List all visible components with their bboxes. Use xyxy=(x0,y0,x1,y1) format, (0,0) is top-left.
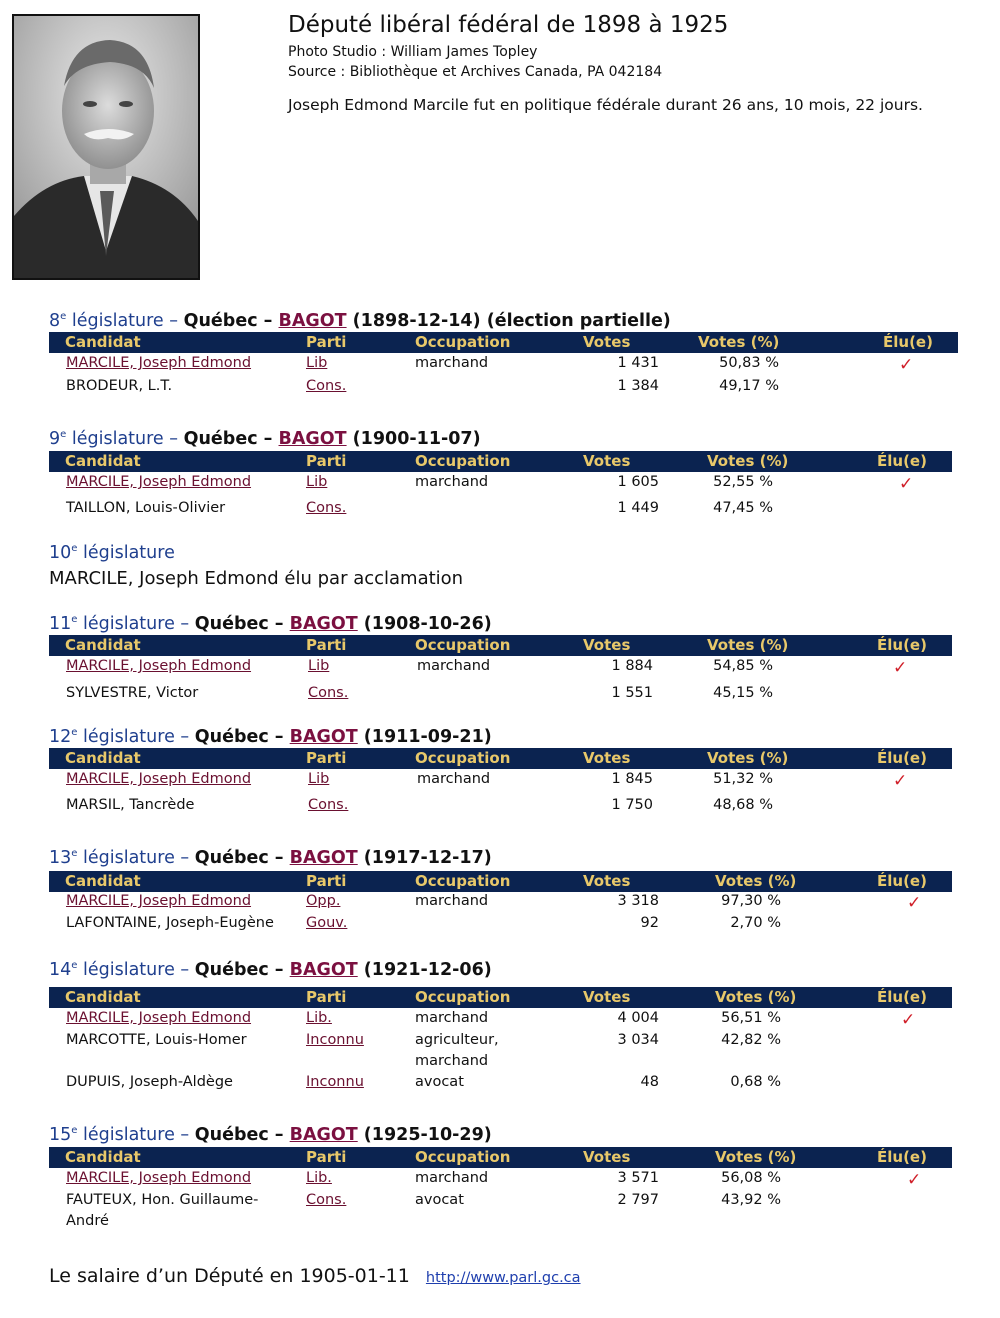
header-votes: Votes xyxy=(583,749,631,767)
table-row xyxy=(49,1032,959,1052)
candidate-name[interactable]: MARCILE, Joseph Edmond xyxy=(66,1010,252,1026)
ordinal-suffix: e xyxy=(71,960,78,972)
table-row xyxy=(49,1192,959,1212)
legislature-number: 13 xyxy=(49,848,72,868)
header-elu: Élu(e) xyxy=(883,333,933,351)
party-link[interactable]: Cons. xyxy=(306,378,347,394)
party-link[interactable]: Cons. xyxy=(308,797,349,813)
votes-pct: 48,68 % xyxy=(713,797,773,813)
candidate-name: MARCOTTE, Louis-Homer xyxy=(66,1032,247,1048)
header-votes-pct: Votes (%) xyxy=(707,452,789,470)
votes: 1 845 xyxy=(611,771,653,787)
table-row xyxy=(49,685,959,705)
election-date: (1908-10-26) xyxy=(357,614,492,634)
legislature-label: législature xyxy=(77,543,175,563)
legislature-title xyxy=(49,614,492,634)
party-link[interactable]: Lib. xyxy=(306,1010,332,1026)
legislature-label: législature xyxy=(77,614,175,634)
header-occupation: Occupation xyxy=(415,749,511,767)
table-row xyxy=(49,771,959,791)
legislature-label: législature xyxy=(66,311,164,331)
elected-check-icon: ✓ xyxy=(901,1010,916,1030)
header-occupation: Occupation xyxy=(415,988,511,1006)
votes-pct: 54,85 % xyxy=(713,658,773,674)
dash: – xyxy=(268,1125,290,1145)
legislature-number: 9 xyxy=(49,429,61,449)
votes: 1 605 xyxy=(617,474,659,490)
table-header xyxy=(49,451,952,472)
portrait-image xyxy=(14,16,198,278)
dash: – xyxy=(174,848,195,868)
province: Québec xyxy=(183,311,258,331)
dash: – xyxy=(268,848,290,868)
footer xyxy=(49,1265,581,1287)
candidate-name: SYLVESTRE, Victor xyxy=(66,685,199,701)
province: Québec xyxy=(194,848,269,868)
votes-pct: 43,92 % xyxy=(721,1192,781,1208)
province: Québec xyxy=(194,1125,269,1145)
occupation: marchand xyxy=(415,1170,489,1186)
header-parti: Parti xyxy=(306,333,347,351)
occupation: marchand xyxy=(417,658,491,674)
elected-check-icon: ✓ xyxy=(893,658,908,678)
header-occupation: Occupation xyxy=(415,872,511,890)
province: Québec xyxy=(194,614,269,634)
party-link[interactable]: Inconnu xyxy=(306,1032,364,1048)
table-header xyxy=(49,871,952,892)
ordinal-suffix: e xyxy=(71,543,78,555)
votes: 4 004 xyxy=(617,1010,659,1026)
dash: – xyxy=(174,960,195,980)
header-occupation: Occupation xyxy=(415,636,511,654)
header-parti: Parti xyxy=(306,1148,347,1166)
dash: – xyxy=(174,727,195,747)
votes: 92 xyxy=(640,915,659,931)
riding-link[interactable]: BAGOT xyxy=(289,960,358,980)
riding-link[interactable]: BAGOT xyxy=(289,1125,358,1145)
header-candidat: Candidat xyxy=(65,872,141,890)
header-occupation: Occupation xyxy=(415,1148,511,1166)
votes: 1 449 xyxy=(617,500,659,516)
header-candidat: Candidat xyxy=(65,636,141,654)
legislature-number: 12 xyxy=(49,727,72,747)
table-row xyxy=(49,1074,959,1094)
legislature-title xyxy=(49,848,492,868)
riding-link[interactable]: BAGOT xyxy=(278,311,347,331)
ordinal-suffix: e xyxy=(71,1125,78,1137)
legislature-title xyxy=(49,1125,492,1145)
candidate-name[interactable]: MARCILE, Joseph Edmond xyxy=(66,893,252,909)
dash: – xyxy=(163,311,184,331)
ordinal-suffix: e xyxy=(71,848,78,860)
table-row xyxy=(49,893,959,913)
votes-pct: 49,17 % xyxy=(719,378,779,394)
candidate-name: TAILLON, Louis-Olivier xyxy=(66,500,226,516)
occupation: marchand xyxy=(415,355,489,371)
career-summary: Joseph Edmond Marcile fut en politique fédérale durant 26 ans, 10 mois, 22 jours. xyxy=(288,96,923,114)
ordinal-suffix: e xyxy=(60,429,67,441)
header-votes: Votes xyxy=(583,872,631,890)
header-votes-pct: Votes (%) xyxy=(707,749,789,767)
ordinal-suffix: e xyxy=(60,311,67,323)
votes: 3 318 xyxy=(617,893,659,909)
votes: 1 884 xyxy=(611,658,653,674)
table-row xyxy=(49,1010,959,1030)
header-candidat: Candidat xyxy=(65,988,141,1006)
legislature-title xyxy=(49,311,671,331)
votes: 48 xyxy=(640,1074,659,1090)
occupation: marchand xyxy=(415,1053,489,1069)
header-elu: Élu(e) xyxy=(877,452,927,470)
party-link[interactable]: Lib xyxy=(306,355,328,371)
photo-source: Source : Bibliothèque et Archives Canada, PA 042184 xyxy=(288,64,663,80)
dash: – xyxy=(257,311,279,331)
legislature-label: législature xyxy=(66,429,164,449)
party-link[interactable]: Cons. xyxy=(306,1192,347,1208)
salary-text: Le salaire d’un Député en 1905-01-11 xyxy=(49,1265,410,1287)
header-parti: Parti xyxy=(306,872,347,890)
header-occupation: Occupation xyxy=(415,452,511,470)
header-elu: Élu(e) xyxy=(877,1148,927,1166)
table-header xyxy=(49,635,952,656)
candidate-name: André xyxy=(66,1213,109,1229)
occupation: avocat xyxy=(415,1192,464,1208)
legislature-number: 15 xyxy=(49,1125,72,1145)
page-title: Député libéral fédéral de 1898 à 1925 xyxy=(288,12,729,38)
votes-pct: 50,83 % xyxy=(719,355,779,371)
header-candidat: Candidat xyxy=(65,1148,141,1166)
province: Québec xyxy=(194,727,269,747)
header-candidat: Candidat xyxy=(65,749,141,767)
header-parti: Parti xyxy=(306,749,347,767)
header-votes: Votes xyxy=(583,452,631,470)
candidate-name: MARSIL, Tancrède xyxy=(66,797,195,813)
legislature-number: 11 xyxy=(49,614,72,634)
ordinal-suffix: e xyxy=(71,727,78,739)
occupation: avocat xyxy=(415,1074,464,1090)
header-votes-pct: Votes (%) xyxy=(698,333,780,351)
candidate-name: FAUTEUX, Hon. Guillaume- xyxy=(66,1192,259,1208)
photo-credit: Photo Studio : William James Topley xyxy=(288,44,538,60)
votes-pct: 51,32 % xyxy=(713,771,773,787)
votes: 1 384 xyxy=(617,378,659,394)
votes: 1 551 xyxy=(611,685,653,701)
votes: 1 750 xyxy=(611,797,653,813)
dash: – xyxy=(268,614,290,634)
table-row xyxy=(49,1170,959,1190)
dash: – xyxy=(174,614,195,634)
table-row xyxy=(49,658,959,678)
header-votes-pct: Votes (%) xyxy=(715,872,797,890)
votes-pct: 97,30 % xyxy=(721,893,781,909)
table-header xyxy=(49,1147,952,1168)
elected-check-icon: ✓ xyxy=(907,1170,922,1190)
legislature-number: 14 xyxy=(49,960,72,980)
header-votes: Votes xyxy=(583,333,631,351)
header-candidat: Candidat xyxy=(65,333,141,351)
party-link[interactable]: Cons. xyxy=(306,500,347,516)
riding-link[interactable]: BAGOT xyxy=(289,848,358,868)
table-row xyxy=(49,474,959,494)
votes-pct: 2,70 % xyxy=(730,915,781,931)
election-date: (1921-12-06) xyxy=(357,960,492,980)
candidate-name[interactable]: MARCILE, Joseph Edmond xyxy=(66,658,252,674)
legislature-title xyxy=(49,429,481,449)
dash: – xyxy=(174,1125,195,1145)
elected-check-icon: ✓ xyxy=(899,474,914,494)
legislature-label: législature xyxy=(77,960,175,980)
dash: – xyxy=(268,727,290,747)
candidate-name[interactable]: MARCILE, Joseph Edmond xyxy=(66,355,252,371)
dash: – xyxy=(163,429,184,449)
header-occupation: Occupation xyxy=(415,333,511,351)
table-row xyxy=(49,915,959,935)
votes: 3 034 xyxy=(617,1032,659,1048)
candidate-name: LAFONTAINE, Joseph-Eugène xyxy=(66,915,274,931)
legislature-label: législature xyxy=(77,727,175,747)
province: Québec xyxy=(194,960,269,980)
candidate-name[interactable]: MARCILE, Joseph Edmond xyxy=(66,1170,252,1186)
table-header xyxy=(49,332,958,353)
occupation: marchand xyxy=(417,771,491,787)
header-elu: Élu(e) xyxy=(877,872,927,890)
elected-check-icon: ✓ xyxy=(893,771,908,791)
header-votes: Votes xyxy=(583,988,631,1006)
party-link[interactable]: Cons. xyxy=(308,685,349,701)
acclamation-text: MARCILE, Joseph Edmond élu par acclamation xyxy=(49,568,464,589)
parl-link[interactable]: http://www.parl.gc.ca xyxy=(425,1270,581,1286)
election-date: (1917-12-17) xyxy=(357,848,492,868)
occupation: marchand xyxy=(415,893,489,909)
table-row xyxy=(49,500,959,520)
elected-check-icon: ✓ xyxy=(899,355,914,375)
election-date: (1911-09-21) xyxy=(357,727,492,747)
header-parti: Parti xyxy=(306,988,347,1006)
votes-pct: 52,55 % xyxy=(713,474,773,490)
ordinal-suffix: e xyxy=(71,614,78,626)
header-candidat: Candidat xyxy=(65,452,141,470)
votes-pct: 0,68 % xyxy=(730,1074,781,1090)
votes: 3 571 xyxy=(617,1170,659,1186)
party-link[interactable]: Lib xyxy=(308,658,330,674)
header-elu: Élu(e) xyxy=(877,636,927,654)
portrait-photo xyxy=(12,14,200,280)
party-link[interactable]: Opp. xyxy=(306,893,341,909)
occupation: marchand xyxy=(415,474,489,490)
party-link[interactable]: Gouv. xyxy=(306,915,348,931)
votes: 2 797 xyxy=(617,1192,659,1208)
occupation: marchand xyxy=(415,1010,489,1026)
header-votes-pct: Votes (%) xyxy=(715,1148,797,1166)
elected-check-icon: ✓ xyxy=(907,893,922,913)
votes-pct: 47,45 % xyxy=(713,500,773,516)
party-link[interactable]: Lib. xyxy=(306,1170,332,1186)
votes: 1 431 xyxy=(617,355,659,371)
party-link[interactable]: Lib xyxy=(306,474,328,490)
riding-link[interactable]: BAGOT xyxy=(278,429,347,449)
header-parti: Parti xyxy=(306,636,347,654)
header-votes: Votes xyxy=(583,636,631,654)
table-row xyxy=(49,355,959,375)
legislature-number: 10 xyxy=(49,543,72,563)
header-elu: Élu(e) xyxy=(877,988,927,1006)
legislature-number: 8 xyxy=(49,311,61,331)
dash: – xyxy=(257,429,279,449)
riding-link[interactable]: BAGOT xyxy=(289,727,358,747)
candidate-name[interactable]: MARCILE, Joseph Edmond xyxy=(66,771,252,787)
table-header xyxy=(49,748,952,769)
header-votes: Votes xyxy=(583,1148,631,1166)
election-date: (1898-12-14) (élection partielle) xyxy=(346,311,671,331)
candidate-name: DUPUIS, Joseph-Aldège xyxy=(66,1074,233,1090)
party-link[interactable]: Lib xyxy=(308,771,330,787)
table-row xyxy=(49,378,959,398)
header-parti: Parti xyxy=(306,452,347,470)
votes-pct: 42,82 % xyxy=(721,1032,781,1048)
legislature-title xyxy=(49,727,492,747)
header-votes-pct: Votes (%) xyxy=(715,988,797,1006)
election-date: (1925-10-29) xyxy=(357,1125,492,1145)
party-link[interactable]: Inconnu xyxy=(306,1074,364,1090)
votes-pct: 56,08 % xyxy=(721,1170,781,1186)
candidate-name: BRODEUR, L.T. xyxy=(66,378,173,394)
election-date: (1900-11-07) xyxy=(346,429,481,449)
table-header xyxy=(49,987,952,1008)
occupation: agriculteur, xyxy=(415,1032,499,1048)
votes-pct: 56,51 % xyxy=(721,1010,781,1026)
dash: – xyxy=(268,960,290,980)
riding-link[interactable]: BAGOT xyxy=(289,614,358,634)
legislature-title xyxy=(49,543,175,563)
legislature-label: législature xyxy=(77,1125,175,1145)
candidate-name[interactable]: MARCILE, Joseph Edmond xyxy=(66,474,252,490)
legislature-title xyxy=(49,960,492,980)
votes-pct: 45,15 % xyxy=(713,685,773,701)
header-votes-pct: Votes (%) xyxy=(707,636,789,654)
province: Québec xyxy=(183,429,258,449)
header-elu: Élu(e) xyxy=(877,749,927,767)
table-row xyxy=(49,797,959,817)
legislature-label: législature xyxy=(77,848,175,868)
